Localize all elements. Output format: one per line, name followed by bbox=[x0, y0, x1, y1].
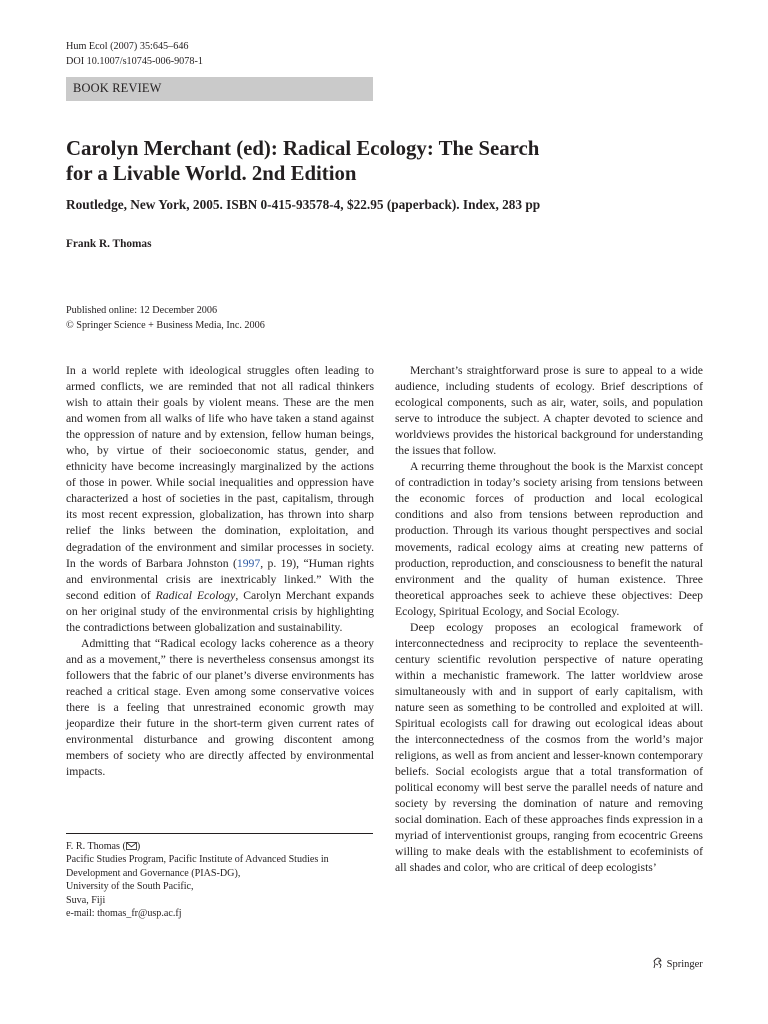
publisher-logo bbox=[652, 957, 703, 972]
paragraph-text: In a world replete with ideological struggles often leading to armed conflicts, we are reminded that not all radical thinkers wish to attain their goals by violent means. These are the men and women from all walks of life who have taken a stand against the oppression of nature and by extension, fellow human beings, who, by virtue of their socioeconomic status, gender, and ethnicity have become increasingly marginalized by the actions of those in power. While social inequalities and oppression have characterized a host of societies in the past, capitalism, through its most recent expression, globalization, has thrown into sharp relief the links between the domination, exploitation, and degradation of the environment and similar processes in society. In the words of Barbara Johnston ( bbox=[66, 364, 374, 570]
paragraph: Admitting that “Radical ecology lacks coherence as a theory and as a movement,” there is nevertheless consensus amongst its followers that the fabric of our planet’s diverse environments has reached a critical stage. Even among some conservative voices there is a feeling that unrestrained economic growth may jeopardize their future in the short-term given current rates of environmental disturbance and growing discontent among members of society who are directly affected by environmental impacts. bbox=[66, 636, 374, 779]
affiliation-line: Pacific Studies Program, Pacific Institute of Advanced Studies in bbox=[66, 854, 329, 866]
body-column-right bbox=[395, 363, 703, 877]
title-line-1: Carolyn Merchant (ed): Radical Ecology: The Search bbox=[66, 137, 540, 160]
section-label: BOOK REVIEW bbox=[73, 81, 162, 95]
author-name: Frank R. Thomas bbox=[66, 238, 152, 250]
title-line-2: for a Livable World. 2nd Edition bbox=[66, 162, 357, 185]
affiliation-email[interactable]: e-mail: thomas_fr@usp.ac.fj bbox=[66, 908, 182, 920]
author-affiliation bbox=[66, 840, 329, 920]
springer-horse-icon bbox=[652, 957, 664, 969]
publisher-name: Springer bbox=[666, 959, 703, 970]
copyright-line: © Springer Science + Business Media, Inc. 2006 bbox=[66, 320, 265, 331]
article-title bbox=[66, 136, 706, 186]
paragraph: A recurring theme throughout the book is the Marxist concept of contradiction in today’s society arising from tensions between the economic forces of production and local ecological conditions and also from tensions between reproduction and production. Through its various thought perspectives and social movements, radical ecology aims at creating new patterns of production, reproduction, and consciousness to benefit the natural environment and the quality of human existence. Three theoretical approaches seek to achieve these objectives: Deep Ecology, Spiritual Ecology, and Social Ecology. bbox=[395, 460, 704, 618]
book-title: Radical Ecology bbox=[155, 588, 236, 602]
affiliation-line: Suva, Fiji bbox=[66, 894, 106, 906]
publication-info: Routledge, New York, 2005. ISBN 0-415-93578-4, $22.95 (paperback). Index, 283 pp bbox=[66, 197, 541, 212]
footnote-divider bbox=[66, 833, 373, 834]
journal-reference: Hum Ecol (2007) 35:645–646 bbox=[66, 41, 189, 52]
section-label-bar bbox=[66, 77, 373, 101]
affiliation-line: University of the South Pacific, bbox=[66, 881, 194, 893]
affiliation-name-text: F. R. Thomas ( bbox=[66, 841, 126, 852]
published-date: Published online: 12 December 2006 bbox=[66, 305, 218, 316]
paragraph-text: , p. 19), “Human rights and environmental crisis are inextricably linked.” With the second edition of bbox=[66, 556, 375, 602]
paragraph: Merchant’s straightforward prose is sure to appeal to a wide audience, including students of ecology. Brief descriptions of ecological components, such as air, water, soils, and population serve to introduce the subject. A chapter devoted to science and worldviews provides the historical background for understanding the issues that follow. bbox=[395, 364, 703, 458]
paragraph-text: , Carolyn Merchant expands on her original study of the environmental crisis by highlighting the contradictions between globalization and sustainability. bbox=[66, 588, 374, 634]
paragraph bbox=[66, 363, 374, 636]
paragraph: Deep ecology proposes an ecological framework of interconnectedness and reciprocity to replace the seventeenth-century scientific revolution perspective of nature operating within a mechanistic framework. The latter worldview arose simultaneously with and in support of early capitalism, with nature seen as something to be controlled and exploited at will. Spiritual ecologists call for drawing out ecological ideas about the interconnectedness of the cosmos from the world’s major religions, as well as from ancient and lesser-known contemporary beliefs. Social ecologists argue that a total transformation of political economy will best serve the parallel needs of nature and society by reversing the domination of nature and removing social domination. Each of these approaches finds expression in a myriad of interventionist groups, ranging from ecocentric Greens willing to make deals with the establishment to ecofeminists of all shades and color, who are critical of deep ecologists’ bbox=[395, 620, 703, 875]
doi-line: DOI 10.1007/s10745-006-9078-1 bbox=[66, 56, 203, 67]
affiliation-line: Development and Governance (PIAS-DG), bbox=[66, 867, 241, 879]
affiliation-name bbox=[66, 840, 329, 853]
body-column-left bbox=[66, 363, 374, 780]
affiliation-name-close: ) bbox=[136, 841, 141, 852]
citation-link[interactable]: 1997 bbox=[236, 556, 261, 570]
envelope-icon[interactable] bbox=[126, 842, 137, 850]
